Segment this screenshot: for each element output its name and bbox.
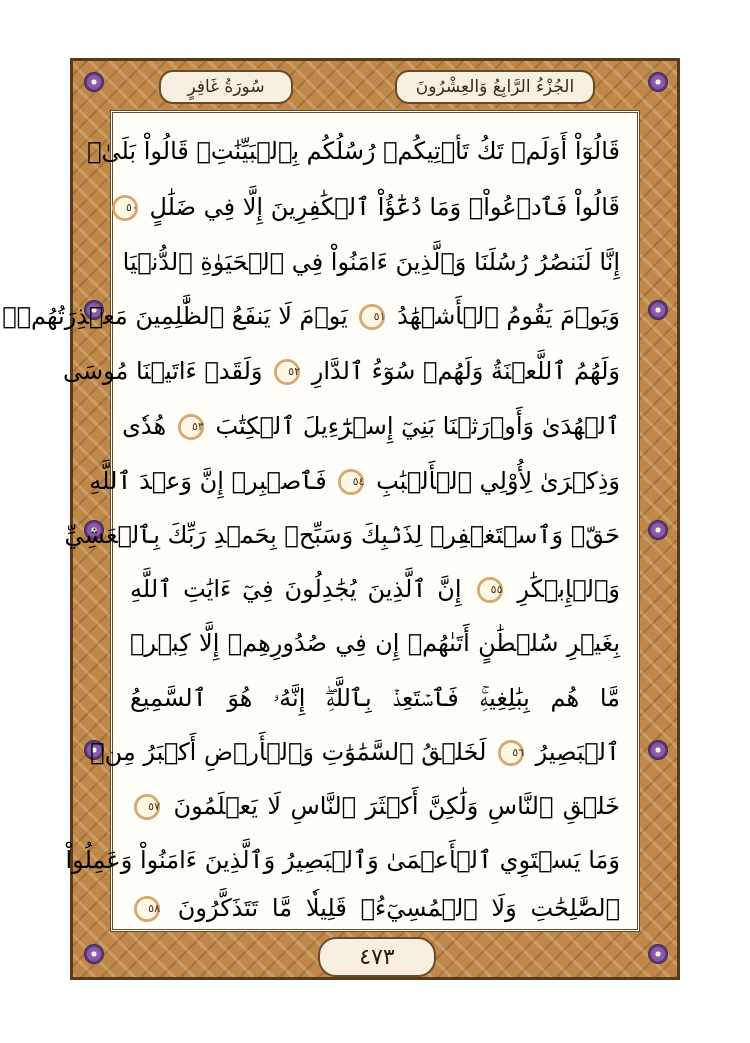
verse-line-7 bbox=[89, 455, 620, 507]
ayah-number-marker: ٥٢ bbox=[274, 359, 300, 385]
rosette-icon bbox=[84, 944, 104, 964]
verse-text: قَالُواْ فَٱدۡعُواْۗ وَمَا دُعَٰٓؤُاْ ٱلۡكَٰفِرِينَ إِلَّا فِي ضَلَٰلٍ bbox=[149, 193, 620, 221]
verse-text: فَٱصۡبِرۡ إِنَّ وَعۡدَ ٱللَّهِ bbox=[89, 467, 327, 495]
juz-title: الجُزْءُ الرَّابِعُ وَالعِشْرُونَ bbox=[395, 70, 595, 104]
verse-line-9 bbox=[130, 563, 620, 615]
ayah-number-marker: ٥٤ bbox=[338, 469, 364, 495]
verse-text: لَخَلۡقُ ٱلسَّمَٰوَٰتِ وَٱلۡأَرۡضِ أَكۡبَرُ مِنۡ bbox=[90, 738, 487, 766]
rosette-icon bbox=[84, 72, 104, 92]
ayah-number-marker: ٥٨ bbox=[134, 896, 160, 922]
ayah-number-marker: ٥٣ bbox=[178, 414, 204, 440]
verse-text: خَلۡقِ ٱلنَّاسِ وَلَٰكِنَّ أَكۡثَرَ ٱلنَّاسِ لَا يَعۡلَمُونَ bbox=[173, 792, 620, 820]
rosette-icon bbox=[648, 520, 668, 540]
rosette-icon bbox=[648, 740, 668, 760]
ayah-number-marker: ٥١ bbox=[359, 304, 385, 330]
surah-title: سُورَةُ غَافِرٍ bbox=[159, 70, 293, 104]
verse-text: هُدٗى bbox=[122, 412, 167, 440]
ayah-number-marker: ٥٦ bbox=[498, 740, 524, 766]
verse-text: وَٱلۡإِبۡكَٰرِ bbox=[517, 575, 620, 603]
verse-text: ٱلۡبَصِيرُ bbox=[535, 738, 620, 766]
verse-line-11 bbox=[130, 672, 620, 724]
verse-line-15 bbox=[130, 882, 620, 934]
verse-text: بِغَيۡرِ سُلۡطَٰنٍ أَتَىٰهُمۡ إِن فِي صُدُورِهِمۡ إِلَّا كِبۡرٞ bbox=[130, 629, 620, 657]
rosette-icon bbox=[648, 944, 668, 964]
verse-text: حَقّٞ وَٱسۡتَغۡفِرۡ لِذَنۢبِكَ وَسَبِّحۡ بِحَمۡدِ رَبِّكَ بِٱلۡعَشِيِّ bbox=[64, 521, 620, 549]
verse-line-2 bbox=[126, 181, 620, 233]
verse-text: ٱلصَّٰلِحَٰتِ وَلَا ٱلۡمُسِيٓءُۚ قَلِيلٗا مَّا تَتَذَكَّرُونَ bbox=[177, 894, 620, 922]
verse-text: وَيَوۡمَ يَقُومُ ٱلۡأَشۡهَٰدُ bbox=[397, 302, 620, 330]
verse-text: وَذِكۡرَىٰ لِأُوْلِي ٱلۡأَلۡبَٰبِ bbox=[376, 467, 620, 495]
verse-text: مَّا هُم بِبَٰلِغِيهِۚ فَٱسۡتَعِذۡ بِٱللَّهِۖ إِنَّهُۥ هُوَ ٱلسَّمِيعُ bbox=[130, 684, 620, 712]
verse-line-5 bbox=[62, 345, 620, 397]
verse-text: وَمَا يَسۡتَوِي ٱلۡأَعۡمَىٰ وَٱلۡبَصِيرُ وَٱلَّذِينَ ءَامَنُواْ وَعَمِلُواْ bbox=[65, 846, 620, 874]
ayah-number-marker: ٥٧ bbox=[134, 794, 160, 820]
verse-text: إِنَّا لَنَنصُرُ رُسُلَنَا وَٱلَّذِينَ ءَامَنُواْ فِي ٱلۡحَيَوٰةِ ٱلدُّنۡيَا bbox=[122, 248, 620, 276]
verse-line-6 bbox=[122, 400, 620, 452]
page-number: ٤٧٣ bbox=[318, 937, 436, 977]
verse-line-1 bbox=[87, 125, 620, 177]
verse-text: يَوۡمَ لَا يَنفَعُ ٱلظَّٰلِمِينَ مَعۡذِرَتُهُمۡۖ bbox=[2, 302, 348, 330]
ayah-number-marker: ٥٥ bbox=[477, 577, 503, 603]
verse-text: إِنَّ ٱلَّذِينَ يُجَٰدِلُونَ فِيٓ ءَايَٰتِ ٱللَّهِ bbox=[130, 575, 462, 603]
verse-text: وَلَقَدۡ ءَاتَيۡنَا مُوسَى bbox=[62, 357, 263, 385]
page-header bbox=[155, 66, 595, 106]
verse-line-8 bbox=[64, 509, 620, 561]
verse-line-10 bbox=[130, 617, 620, 669]
verse-text: وَلَهُمُ ٱللَّعۡنَةُ وَلَهُمۡ سُوٓءُ ٱلدَّارِ bbox=[311, 357, 620, 385]
verse-text: قَالُوٓاْ أَوَلَمۡ تَكُ تَأۡتِيكُمۡ رُسُلُكُم بِٱلۡبَيِّنَٰتِۖ قَالُواْ بَلَىٰۚ bbox=[87, 137, 620, 165]
verse-line-12 bbox=[90, 726, 620, 778]
verse-line-4 bbox=[2, 290, 620, 342]
ayah-number-marker: ٥٠ bbox=[112, 195, 138, 221]
verse-line-3 bbox=[122, 236, 620, 288]
verse-line-14 bbox=[65, 834, 620, 886]
verse-text: ٱلۡهُدَىٰ وَأَوۡرَثۡنَا بَنِيٓ إِسۡرَٰٓءِيلَ ٱلۡكِتَٰبَ bbox=[215, 412, 620, 440]
rosette-icon bbox=[648, 72, 668, 92]
rosette-icon bbox=[648, 300, 668, 320]
verse-line-13 bbox=[130, 780, 620, 832]
